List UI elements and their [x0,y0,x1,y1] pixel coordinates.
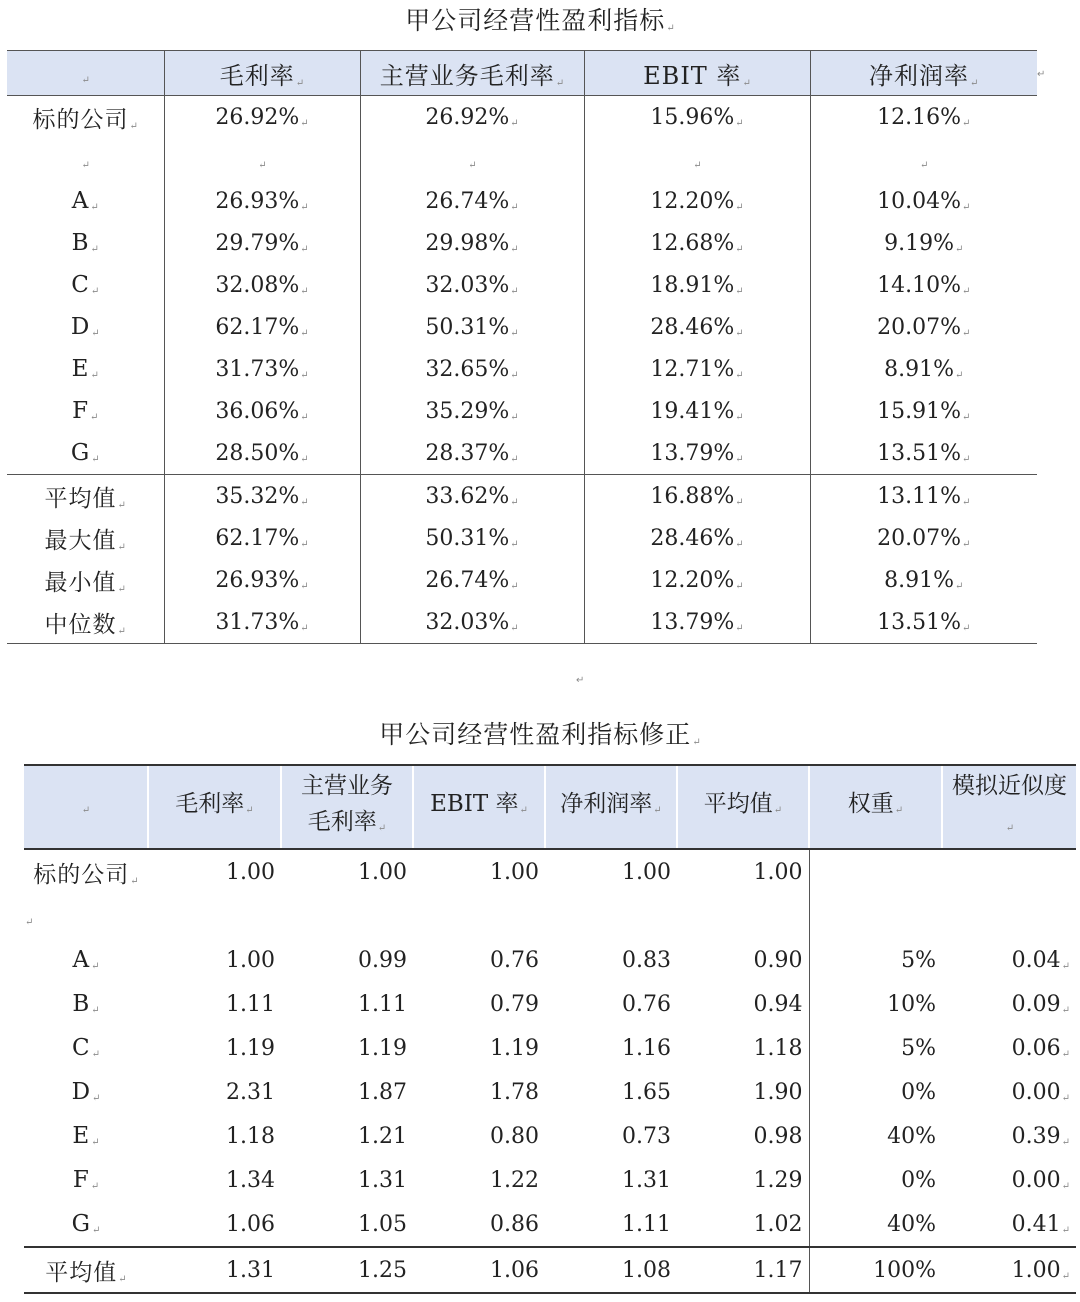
similarity-cell: 0.06 ↵ [942,1026,1076,1070]
value-cell: 1.31 [148,1247,281,1293]
adjusted-profitability-table [24,764,1076,1294]
value-cell: 15.91% ↵ [810,390,1037,432]
empty-cell [281,894,413,938]
value-cell: 26.93% ↵ [164,559,360,601]
table-row [7,264,1037,306]
empty-cell [545,894,677,938]
row-label: 平均值 ↵ [7,475,164,518]
value-cell: 12.20% ↵ [584,559,810,601]
value-cell: 1.11 [622,1211,671,1237]
table2-caption: 甲公司经营性盈利指标修正 ↵ [0,722,1080,748]
value-cell: 12.71% ↵ [584,348,810,390]
value-cell: 1.00 [226,859,275,885]
table-row [7,601,1037,644]
value-cell: 19.41% ↵ [584,390,810,432]
column-header: EBIT 率 ↵ [584,51,810,96]
table1-caption: 甲公司经营性盈利指标 ↵ [0,8,1080,34]
column-header: 净利润率 ↵ [810,51,1037,96]
table-row [24,1158,1076,1202]
row-label: 中位数 ↵ [7,601,164,644]
value-cell: 31.73% ↵ [164,601,360,644]
value-cell: 1.18 [226,1123,275,1149]
value-cell: 8.91% ↵ [810,348,1037,390]
value-cell: 62.17% ↵ [164,306,360,348]
value-cell: 1.19 [226,1035,275,1061]
table-row [7,559,1037,601]
value-cell: 12.68% ↵ [584,222,810,264]
column-header: 主营业务毛利率 ↵ [360,51,584,96]
table-row [7,390,1037,432]
value-cell: 33.62% ↵ [360,475,584,518]
table-row [24,1202,1076,1247]
empty-cell [24,894,148,938]
value-cell: 15.96% ↵ [584,96,810,139]
similarity-cell: 0.00 ↵ [942,1158,1076,1202]
value-cell: 26.74% ↵ [360,180,584,222]
value-cell: 0.80 [490,1123,539,1149]
column-header: 平均值 ↵ [677,765,809,849]
row-label: G ↵ [24,1202,148,1247]
value-cell: 29.98% ↵ [360,222,584,264]
row-label: D ↵ [24,1070,148,1114]
value-cell: 13.51% ↵ [810,432,1037,475]
column-header: 毛利率 ↵ [164,51,360,96]
value-cell: 1.21 [358,1123,407,1149]
value-cell: 20.07% ↵ [810,517,1037,559]
table-row [24,982,1076,1026]
value-cell: 0.94 [677,982,809,1026]
row-label: F ↵ [7,390,164,432]
value-cell: 1.06 [226,1211,275,1237]
empty-cell [413,894,545,938]
row-label: 平均值 ↵ [24,1247,148,1293]
value-cell: 1.34 [226,1167,275,1193]
column-header: 权重 ↵ [809,765,942,849]
value-cell: 1.31 [622,1167,671,1193]
value-cell: 62.17% ↵ [164,517,360,559]
value-cell: 1.22 [490,1167,539,1193]
similarity-cell: 0.00 ↵ [942,1070,1076,1114]
value-cell: 1.02 [677,1202,809,1247]
weight-cell: 5% [901,1035,936,1061]
value-cell: 18.91% ↵ [584,264,810,306]
value-cell: 13.51% ↵ [810,601,1037,644]
table-row [24,1247,1076,1293]
row-label: F ↵ [24,1158,148,1202]
value-cell: 0.76 [490,947,539,973]
empty-cell [584,138,810,180]
value-cell: 1.87 [358,1079,407,1105]
row-label: C ↵ [7,264,164,306]
column-header: 模拟近似度 ↵ [942,765,1076,849]
row-label: E ↵ [7,348,164,390]
weight-cell [809,849,942,894]
value-cell: 1.17 [677,1247,809,1293]
value-cell: 1.00 [226,947,275,973]
similarity-cell [942,849,1076,894]
spacer-row [7,138,1037,180]
value-cell: 0.83 [622,947,671,973]
value-cell: 1.16 [622,1035,671,1061]
weight-cell: 10% [887,991,936,1017]
value-cell: 20.07% ↵ [810,306,1037,348]
similarity-cell: 0.04 ↵ [942,938,1076,982]
value-cell: 1.00 [358,859,407,885]
value-cell: 0.79 [490,991,539,1017]
similarity-cell: 0.09 ↵ [942,982,1076,1026]
row-label: A ↵ [7,180,164,222]
row-label: 最小值 ↵ [7,559,164,601]
value-cell: 12.16% ↵ [810,96,1037,139]
empty-cell [7,138,164,180]
weight-cell: 40% [887,1211,936,1237]
table-row [7,306,1037,348]
value-cell: 0.99 [358,947,407,973]
value-cell: 36.06% ↵ [164,390,360,432]
table-row [24,849,1076,894]
value-cell: 1.19 [358,1035,407,1061]
table-row [24,1026,1076,1070]
value-cell: 1.65 [622,1079,671,1105]
value-cell: 14.10% ↵ [810,264,1037,306]
corner-cell [24,765,148,849]
empty-cell [360,138,584,180]
value-cell: 13.11% ↵ [810,475,1037,518]
table1-header-row [7,51,1037,96]
value-cell: 26.93% ↵ [164,180,360,222]
value-cell: 1.08 [545,1247,677,1293]
row-label: A ↵ [24,938,148,982]
row-label: D ↵ [7,306,164,348]
value-cell: 0.76 [622,991,671,1017]
value-cell: 1.18 [677,1026,809,1070]
value-cell: 13.79% ↵ [584,432,810,475]
table-row [7,222,1037,264]
value-cell: 28.50% ↵ [164,432,360,475]
empty-cell [810,138,1037,180]
value-cell: 1.78 [490,1079,539,1105]
table-row [24,1114,1076,1158]
value-cell: 32.65% ↵ [360,348,584,390]
row-label: B ↵ [7,222,164,264]
value-cell: 35.29% ↵ [360,390,584,432]
value-cell: 1.00 [622,859,671,885]
row-label: 最大值 ↵ [7,517,164,559]
value-cell: 50.31% ↵ [360,306,584,348]
empty-cell [809,894,942,938]
row-label: 标的公司 ↵ [24,849,148,894]
table-row [7,180,1037,222]
value-cell: 9.19% ↵ [810,222,1037,264]
value-cell: 1.05 [358,1211,407,1237]
table-row [7,96,1037,139]
table-row [24,938,1076,982]
value-cell: 1.00 [490,859,539,885]
weight-cell: 0% [901,1079,936,1105]
value-cell: 1.31 [358,1167,407,1193]
value-cell: 1.06 [413,1247,545,1293]
table-row [7,432,1037,475]
value-cell: 26.74% ↵ [360,559,584,601]
value-cell: 50.31% ↵ [360,517,584,559]
table-row [7,517,1037,559]
value-cell: 28.46% ↵ [584,517,810,559]
row-label: G ↵ [7,432,164,475]
similarity-cell: 0.39 ↵ [942,1114,1076,1158]
column-header: 净利润率 ↵ [545,765,677,849]
table-row [24,1070,1076,1114]
similarity-cell: 0.41 ↵ [942,1202,1076,1247]
value-cell: 1.25 [281,1247,413,1293]
column-header: 主营业务毛利率 ↵ [281,765,413,849]
value-cell: 2.31 [226,1079,275,1105]
value-cell: 1.11 [358,991,407,1017]
spacer-row [24,894,1076,938]
value-cell: 0.98 [677,1114,809,1158]
table-row [7,475,1037,518]
empty-cell [164,138,360,180]
row-label: C ↵ [24,1026,148,1070]
value-cell: 0.73 [622,1123,671,1149]
value-cell: 26.92% ↵ [360,96,584,139]
table2-header-row [24,765,1076,849]
table-row [7,348,1037,390]
weight-cell: 100% [809,1247,942,1293]
value-cell: 1.19 [490,1035,539,1061]
value-cell: 26.92% ↵ [164,96,360,139]
profitability-table [7,50,1037,644]
value-cell: 0.86 [490,1211,539,1237]
value-cell: 35.32% ↵ [164,475,360,518]
value-cell: 1.11 [226,991,275,1017]
row-label: B ↵ [24,982,148,1026]
value-cell: 12.20% ↵ [584,180,810,222]
corner-cell [7,51,164,96]
value-cell: 8.91% ↵ [810,559,1037,601]
empty-cell [942,894,1076,938]
value-cell: 32.03% ↵ [360,601,584,644]
value-cell: 13.79% ↵ [584,601,810,644]
value-cell: 29.79% ↵ [164,222,360,264]
similarity-cell: 1.00 ↵ [942,1247,1076,1293]
value-cell: 1.90 [677,1070,809,1114]
weight-cell: 5% [901,947,936,973]
weight-cell: 40% [887,1123,936,1149]
value-cell: 1.00 [677,849,809,894]
weight-cell: 0% [901,1167,936,1193]
value-cell: 32.08% ↵ [164,264,360,306]
value-cell: 31.73% ↵ [164,348,360,390]
value-cell: 32.03% ↵ [360,264,584,306]
value-cell: 0.90 [677,938,809,982]
row-label: 标的公司 ↵ [7,96,164,139]
row-label: E ↵ [24,1114,148,1158]
value-cell: 16.88% ↵ [584,475,810,518]
value-cell: 10.04% ↵ [810,180,1037,222]
empty-cell [677,894,809,938]
column-header: 毛利率 ↵ [148,765,281,849]
value-cell: 1.29 [677,1158,809,1202]
column-header: EBIT 率 ↵ [413,765,545,849]
empty-cell [148,894,281,938]
value-cell: 28.37% ↵ [360,432,584,475]
value-cell: 28.46% ↵ [584,306,810,348]
